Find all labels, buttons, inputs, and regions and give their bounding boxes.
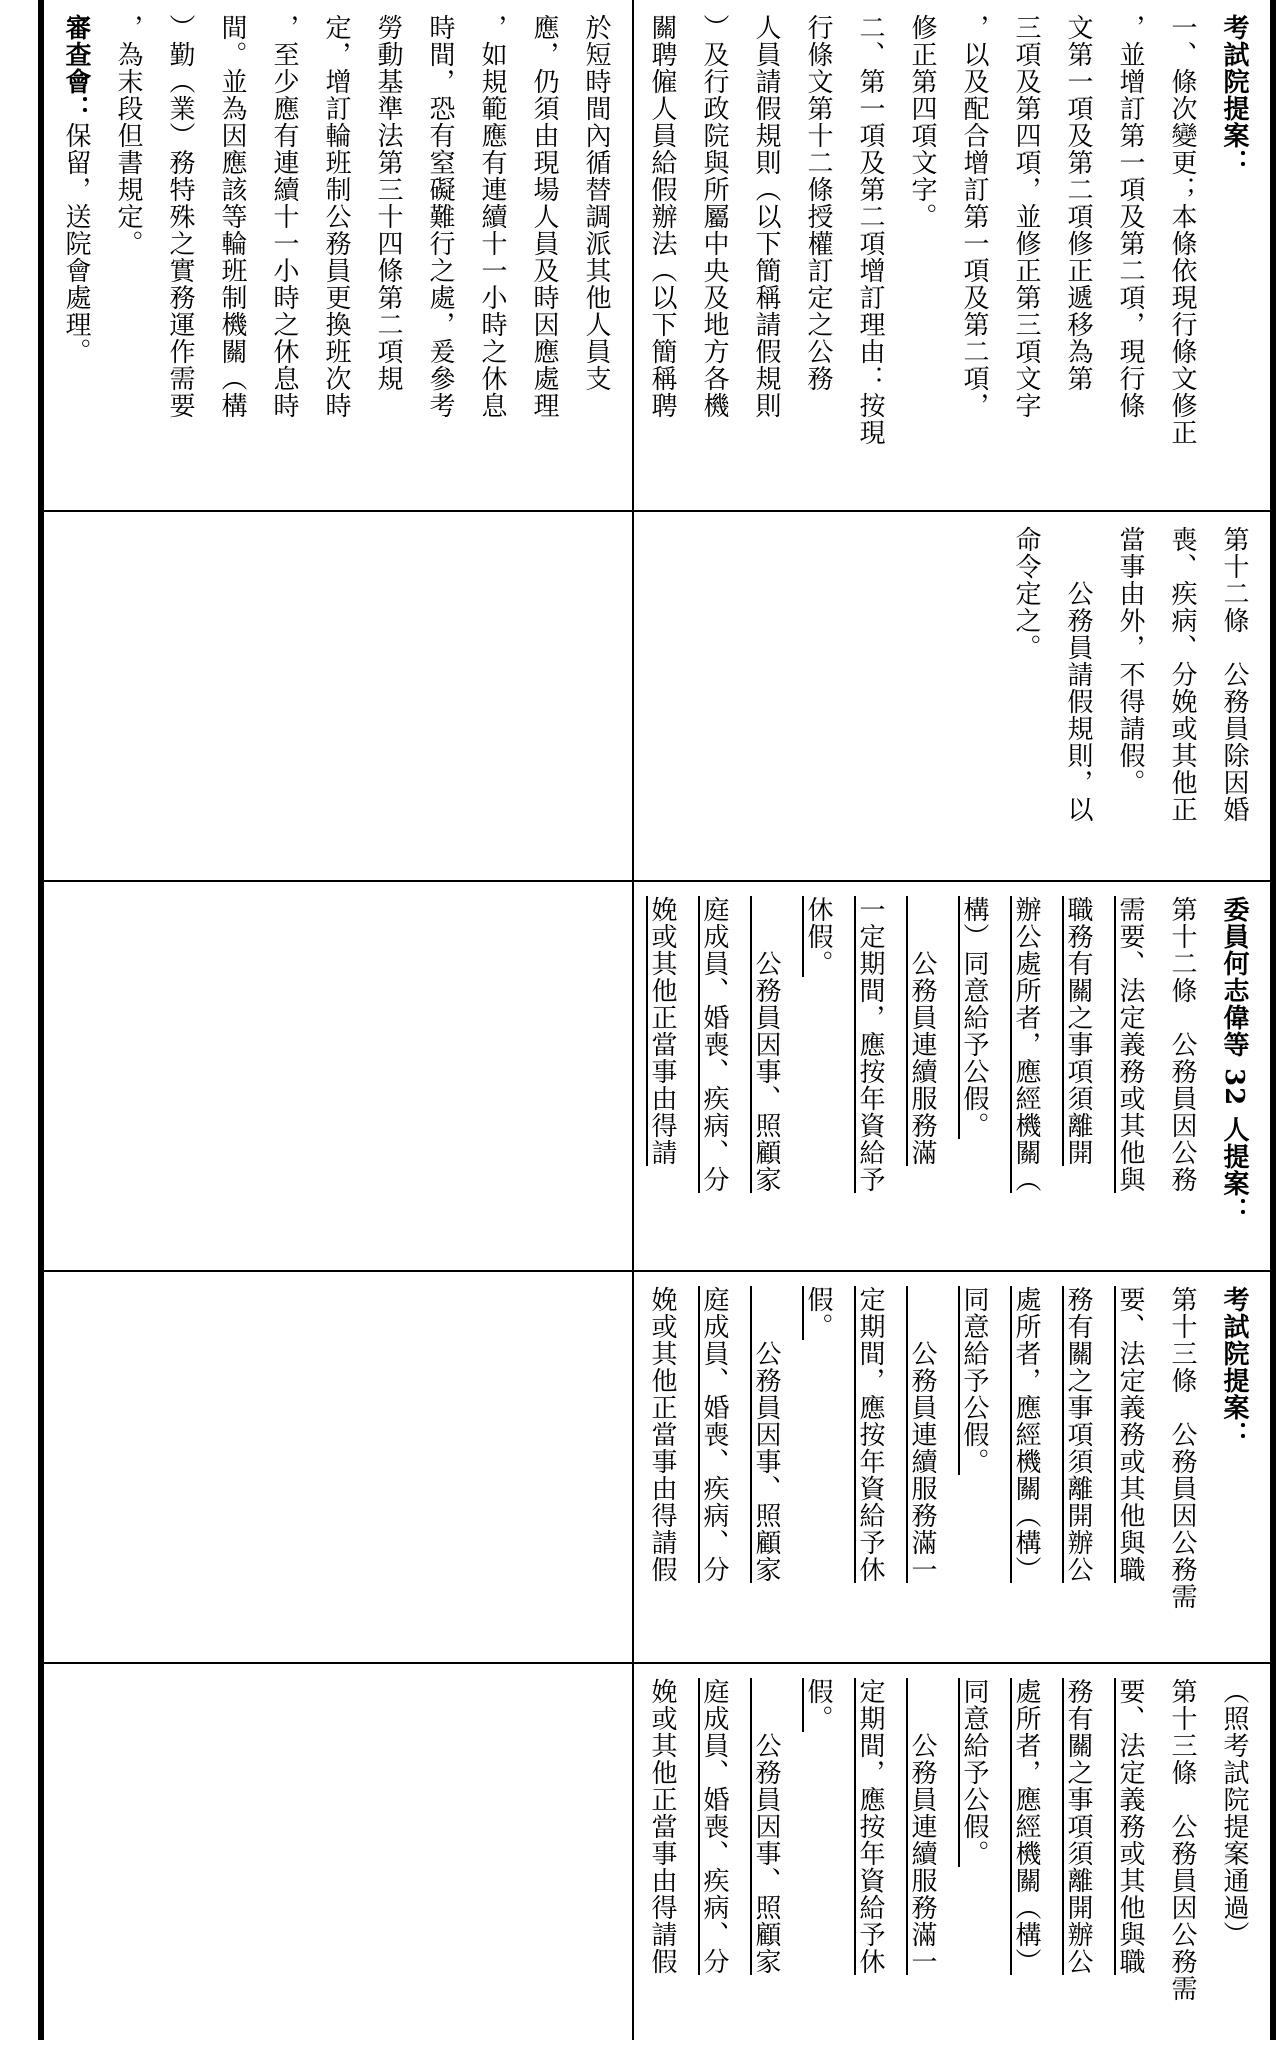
review-text: 保留，送院會處理。: [61, 122, 91, 365]
text-line: ，並增訂第一項及第二項，現行條: [1115, 14, 1145, 419]
adopted-heading: （照考試院提案通過）: [1219, 1678, 1249, 1948]
bottom-heavy-rule: [1270, 0, 1276, 2040]
text-line: 時間，恐有窒礙難行之處，爰參考: [425, 14, 455, 419]
text-line: 公務員因事、照顧家: [751, 896, 781, 1193]
text-line: 務有關之事項須離開辦公: [1063, 1678, 1093, 1975]
legislator-proposal-band: [42, 882, 1270, 1270]
exam-yuan-proposal-cell: [634, 1272, 1270, 1662]
current-article-text: [990, 512, 1270, 880]
text-line: 二、第一項及第二項增訂理由：按現: [855, 14, 885, 446]
text-line: 定期間，應按年資給予休: [855, 1286, 885, 1583]
text-line: 公務員連續服務滿: [907, 896, 937, 1166]
text-line: 公務員請假規則，以: [1063, 526, 1093, 823]
empty-cell: [42, 512, 632, 880]
text-line: 三項及第四項，並修正第三項文字: [1011, 14, 1041, 419]
text-line: ）及行政院與所屬中央及地方各機: [699, 14, 729, 419]
text-line: 庭成員、婚喪、疾病、分: [699, 896, 729, 1193]
text-line: 當事由外，不得請假。: [1115, 526, 1145, 796]
text-line: ，以及配合增訂第一項及第二項，: [959, 14, 989, 419]
review-label: 審查會：: [61, 14, 91, 122]
text-line: 公務員因事、照顧家: [751, 1286, 781, 1583]
text-line: 間。並為因應該等輪班制機關（構: [217, 14, 247, 419]
text-line: 公務員因事、照顧家: [751, 1678, 781, 1975]
text-line: 人員請假規則（以下簡稱請假規則: [751, 14, 781, 419]
text-line: 定，增訂輪班制公務員更換班次時: [321, 14, 351, 419]
text-line: 庭成員、婚喪、疾病、分: [699, 1286, 729, 1583]
exam-yuan-proposal-band: [42, 1272, 1270, 1662]
explanation-band: [42, 0, 1270, 510]
proposal-heading: 考試院提案：: [1219, 14, 1249, 176]
text-line: 一定期間，應按年資給予: [855, 896, 885, 1193]
text-line: 庭成員、婚喪、疾病、分: [699, 1678, 729, 1975]
text-line: 娩或其他正當事由得請假: [647, 1286, 677, 1583]
text-line: 公務員連續服務滿一: [907, 1286, 937, 1583]
text-line: 第十三條 公務員因公務需: [1167, 1286, 1197, 1610]
text-line: 關聘僱人員給假辦法（以下簡稱聘: [647, 14, 677, 419]
empty-cell: [42, 882, 632, 1270]
proposal-heading: 委員何志偉等 32 人提案：: [1219, 896, 1249, 1225]
text-line: 命令定之。: [1011, 526, 1041, 661]
legislator-proposal-text: [634, 882, 1270, 1270]
text-line: 應，仍須由現場人員及時因應處理: [529, 14, 559, 419]
text-line: 第十二條 公務員因公務: [1167, 896, 1197, 1193]
text-line: 一、條次變更；本條依現行條文修正: [1167, 14, 1197, 446]
text-line: 職務有關之事項須離開: [1063, 896, 1093, 1166]
text-line: 同意給予公假。: [959, 1286, 989, 1475]
text-line: 務有關之事項須離開辦公: [1063, 1286, 1093, 1583]
text-line: 假。: [803, 1286, 833, 1340]
current-article-cell: [634, 512, 1270, 880]
text-line: 修正第四項文字。: [907, 14, 937, 230]
empty-cell: [42, 1272, 632, 1662]
exam-yuan-proposal-text: [634, 1272, 1270, 1662]
text-line: 要、法定義務或其他與職: [1115, 1286, 1145, 1583]
explanation-right-cell: [634, 0, 1270, 510]
text-line: 勞動基準法第三十四條第二項規: [373, 14, 403, 392]
adopted-text-cell: [634, 1664, 1270, 2040]
legislator-proposal-cell: [634, 882, 1270, 1270]
text-line: 行條文第十二條授權訂定之公務: [803, 14, 833, 392]
text-line: 需要、法定義務或其他與: [1115, 896, 1145, 1193]
text-line: 娩或其他正當事由得請假: [647, 1678, 677, 1975]
text-line: 第十二條 公務員除因婚: [1219, 526, 1249, 823]
text-line: 處所者，應經機關（構）: [1011, 1286, 1041, 1583]
current-article-band: [42, 512, 1270, 880]
text-line: 要、法定義務或其他與職: [1115, 1678, 1145, 1975]
text-line: 娩或其他正當事由得請: [647, 896, 677, 1166]
explanation-left-cell: [42, 0, 632, 510]
explanation-right-text: [634, 0, 1270, 510]
text-line: 喪、疾病、分娩或其他正: [1167, 526, 1197, 823]
text-line: 第十三條 公務員因公務需: [1167, 1678, 1197, 2002]
text-line: 公務員連續服務滿一: [907, 1678, 937, 1975]
text-line: 定期間，應按年資給予休: [855, 1678, 885, 1975]
text-line: 假。: [803, 1678, 833, 1732]
text-line: 於短時間內循替調派其他人員支: [581, 14, 611, 392]
text-line: 辦公處所者，應經機關（: [1011, 896, 1041, 1193]
empty-cell: [42, 1664, 632, 2040]
text-line: 構）同意給予公假。: [959, 896, 989, 1139]
proposal-heading: 考試院提案：: [1219, 1286, 1249, 1448]
text-line: ，至少應有連續十一小時之休息時: [269, 14, 299, 419]
text-line: 同意給予公假。: [959, 1678, 989, 1867]
explanation-left-text: [42, 0, 632, 510]
text-line: ）勤（業）務特殊之實務運作需要: [165, 14, 195, 419]
text-line: 文第一項及第二項修正遞移為第: [1063, 14, 1093, 392]
text-line: ，如規範應有連續十一小時之休息: [477, 14, 507, 419]
text-line: ，為末段但書規定。: [113, 14, 143, 257]
review-line: [50, 14, 102, 500]
text-line: 休假。: [803, 896, 833, 977]
adopted-text-band: [42, 1664, 1270, 2040]
text-line: 處所者，應經機關（構）: [1011, 1678, 1041, 1975]
adopted-text: [634, 1664, 1270, 2040]
